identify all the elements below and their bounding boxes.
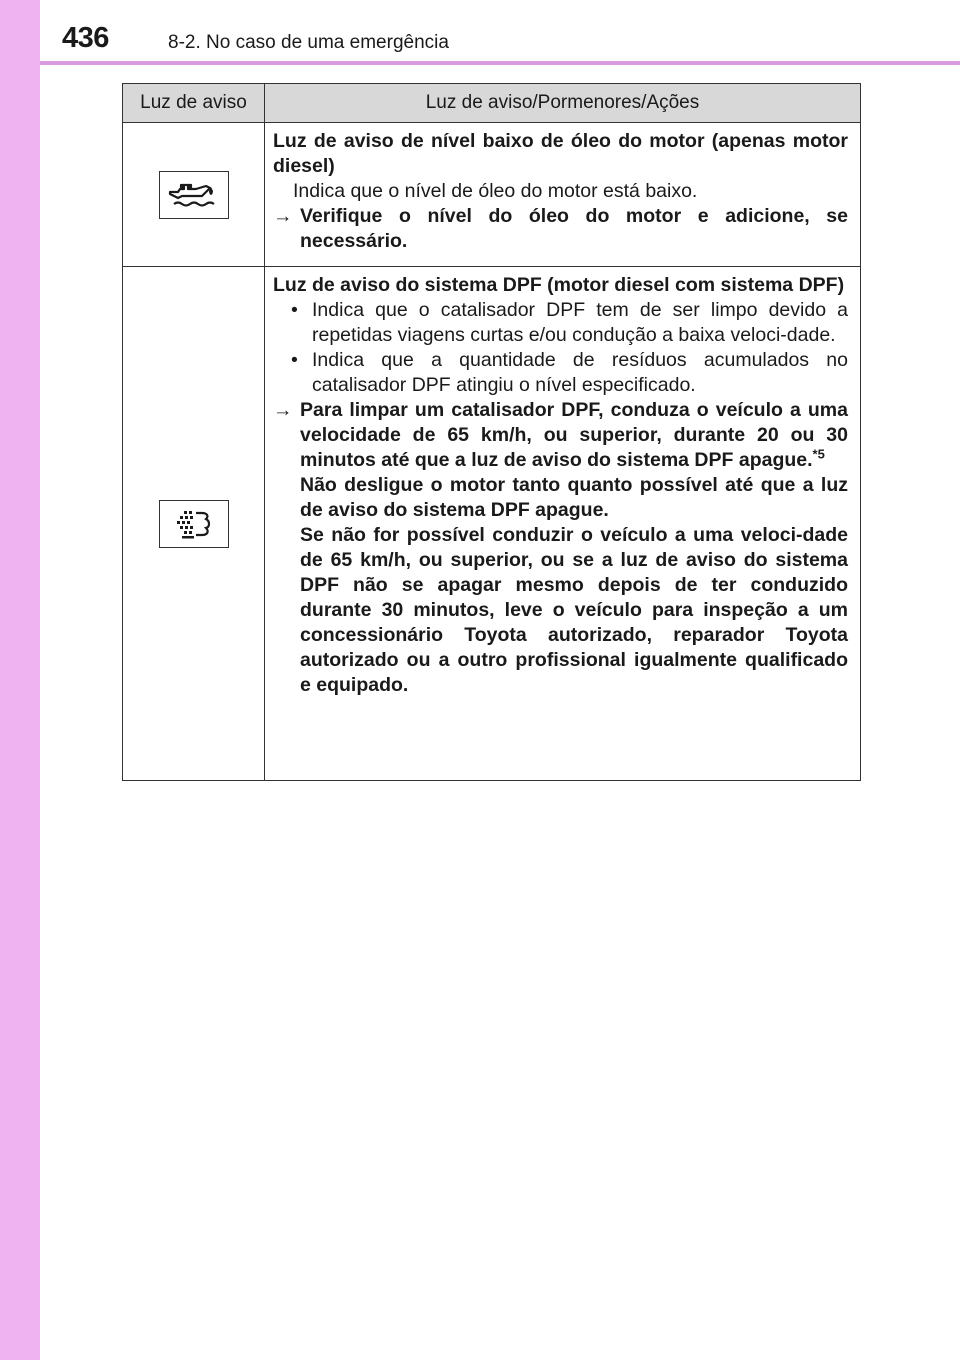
warning-description: Indica que o nível de óleo do motor está baixo. [293,180,698,202]
icon-cell [123,123,265,267]
dpf-icon [159,500,229,548]
column-header-warning-light: Luz de aviso [123,84,265,123]
warning-title: Luz de aviso de nível baixo de óleo do motor (apenas motor diesel) [273,130,848,177]
table-header-row [123,84,861,123]
action-text [300,398,848,473]
list-item [273,298,848,348]
bullet-text: Indica que a quantidade de resíduos acumulados no catalisador DPF atingiu o nível especificado. [312,349,848,396]
header-divider [40,61,960,65]
page-number: 436 [62,22,109,54]
action-text: Se não for possível conduzir o veículo a uma veloci-dade de 65 km/h, ou superior, ou se a luz de aviso do sistema DPF não se apagar mesmo depois de ter conduzido durante 30 minutos, leve o veículo para inspeção a um concessionário Toyota autorizado, reparador Toyota autorizado ou a outro profissional igualmente qualificado e equipado. [300,524,848,696]
table-row [123,267,861,781]
table-row [123,123,861,267]
action-text: Não desligue o motor tanto quanto possível até que a luz de aviso do sistema DPF apague. [300,474,848,521]
action-text-clean: Para limpar um catalisador DPF, conduza o veículo a uma velocidade de 65 km/h, ou superior, durante 20 ou 30 minutos até que a luz de aviso do sistema DPF apague. [300,399,848,471]
chapter-side-tab [0,0,40,1360]
warning-title: Luz de aviso do sistema DPF (motor diesel com sistema DPF) [273,274,845,296]
oil-pressure-icon [159,171,229,219]
page-header [40,0,960,66]
bullet-icon: • [291,349,298,371]
bullet-text: Indica que o catalisador DPF tem de ser limpo devido a repetidas viagens curtas e/ou condução a baixa veloci-dade. [312,299,848,346]
arrow-icon: → [273,205,293,227]
action-text: Verifique o nível do óleo do motor e adicione, se necessário. [300,205,848,252]
action-item [273,204,848,254]
bullet-icon: • [291,299,298,321]
footnote-ref: *5 [812,446,825,462]
list-item [273,348,848,398]
section-title: 8-2. No caso de uma emergência [168,32,449,53]
arrow-icon: → [273,399,293,421]
action-item [273,398,848,698]
description-cell [265,123,861,267]
warning-light-table [122,83,861,781]
column-header-details: Luz de aviso/Pormenores/Ações [265,84,861,123]
icon-cell [123,267,265,781]
description-cell [265,267,861,781]
